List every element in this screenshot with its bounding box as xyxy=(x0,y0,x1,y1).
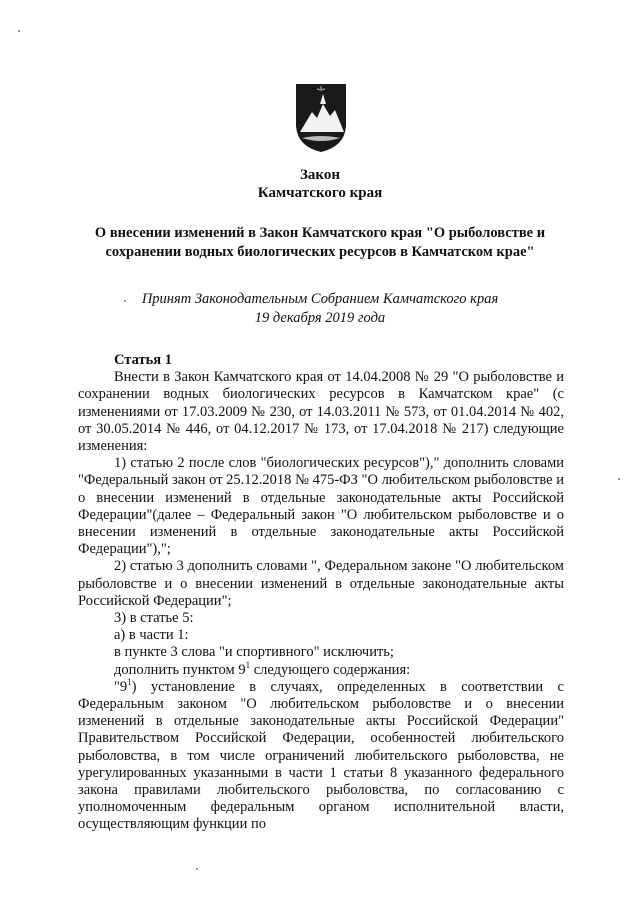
region-heading: Камчатского края xyxy=(257,185,383,201)
item-1: 1) статью 2 после слов "биологических ресурсов")," дополнить словами "Федеральный закон от 25.12.2018 № 475-ФЗ "О любительском рыболовстве и о внесении изменений в отдельные законодательные акты Российской Федерации"(далее – Федеральный закон "О любительском рыболовстве и о внесении изменений в отдельные законодательные акты Российской Федерации"),"; xyxy=(78,455,564,558)
scan-speck xyxy=(618,478,620,480)
article-heading: Статья 1 xyxy=(114,352,172,368)
item-2: 2) статью 3 дополнить словами ", Федеральном законе "О любительском рыболовстве и о внесении изменений в отдельные законодательные акты Российской Федерации"; xyxy=(78,558,564,609)
scan-speck xyxy=(124,300,126,302)
law-title-line1: О внесении изменений в Закон Камчатского края "О рыболовстве и xyxy=(94,225,546,241)
item-3a-2-pre: дополнить пунктом 9 xyxy=(114,661,246,678)
item-3a-2-sup: 1 xyxy=(245,659,251,670)
article-intro: Внести в Закон Камчатского края от 14.04.2008 № 29 "О рыболовстве и сохранении водных биологических ресурсов в Камчатском крае" (с изменениями от 17.03.2009 № 230, от 14.03.2011 № 573, от 01.04.2014 № 402, от 30.05.2014 № 446, от 04.12.2017 № 173, от 17.04.2018 № 217) следующие изменения: xyxy=(78,369,564,455)
scan-speck xyxy=(18,30,20,32)
coat-of-arms-icon xyxy=(290,80,352,154)
quoted-point xyxy=(78,679,564,834)
adoption-line1: Принят Законодательным Собранием Камчатского края xyxy=(141,291,499,307)
law-title-line2: сохранении водных биологических ресурсов в Камчатском крае" xyxy=(105,244,535,260)
item-3a-1: в пункте 3 слова "и спортивного" исключить; xyxy=(114,644,394,661)
law-heading: Закон xyxy=(299,167,340,183)
quote-sup: 1 xyxy=(127,677,132,688)
adoption-date: 19 декабря 2019 года xyxy=(254,310,386,326)
adoption-note xyxy=(60,290,580,328)
quote-pre: "9 xyxy=(114,678,128,695)
item-3: 3) в статье 5: xyxy=(114,610,194,627)
scan-speck xyxy=(196,868,198,870)
item-3a-2-post: следующего содержания: xyxy=(250,661,411,678)
quote-post: ) установление в случаях, определенных в соответствии с Федеральным законом "О любительском рыболовстве и о внесении изменений в отдельные законодательные акты Российской Федерации" Правительством Российской Федерации, особенностей любительского рыболовства, в том числе ограничений любительского рыболовства, не урегулированных указанными в части 1 статьи 8 указанного федерального закона правилами любительского рыболовства, по согласованию с уполномоченным федеральным органом исполнительной власти, осуществляющим функции по xyxy=(78,678,564,833)
item-3a: а) в части 1: xyxy=(114,627,189,644)
law-title xyxy=(60,224,580,262)
item-3a-2 xyxy=(78,659,564,679)
article-body xyxy=(78,352,564,834)
